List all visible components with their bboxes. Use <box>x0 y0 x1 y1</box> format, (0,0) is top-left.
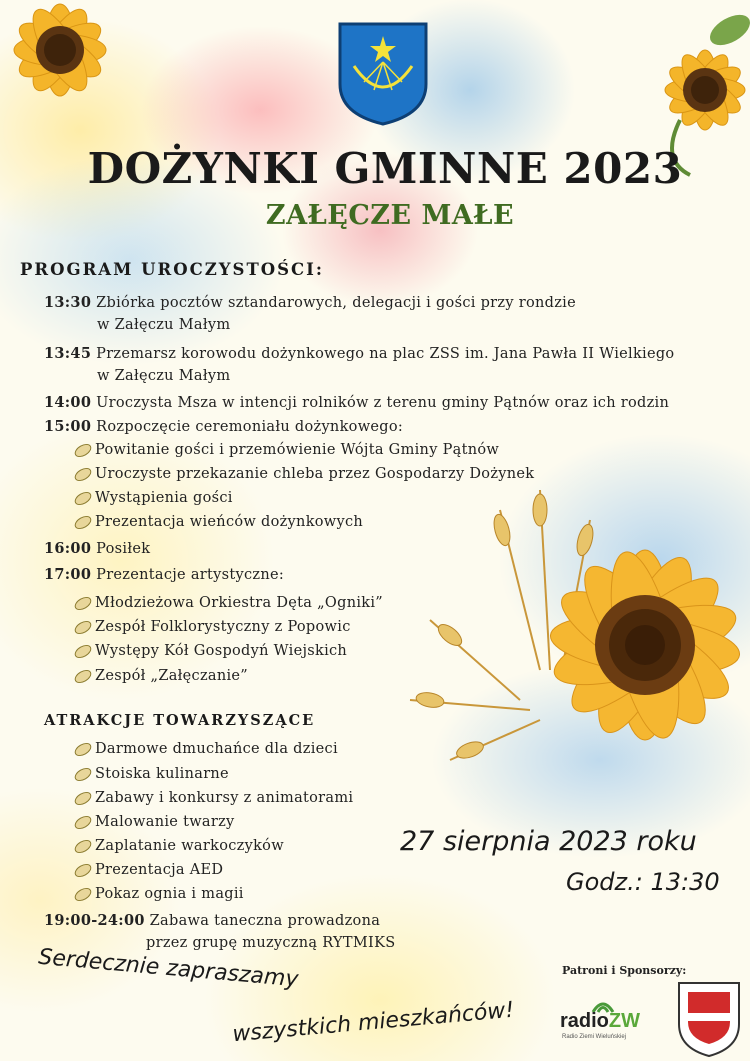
wheat-grain-icon <box>72 441 93 460</box>
program-item <box>44 418 403 435</box>
wheat-grain-icon <box>72 885 93 904</box>
wheat-grain-icon <box>72 594 93 613</box>
program-text: Rozpoczęcie ceremoniału dożynkowego: <box>96 419 404 435</box>
attraction-text: Pokaz ognia i magii <box>95 886 244 902</box>
dance-text-cont: przez grupę muzyczną RYTMIKS <box>146 935 396 951</box>
ceremony-item <box>74 514 363 530</box>
program-heading: PROGRAM UROCZYSTOŚCI: <box>20 260 324 279</box>
artistic-item <box>74 619 351 635</box>
wheat-grain-icon <box>72 837 93 856</box>
wheat-grain-icon <box>72 513 93 532</box>
dance-text: Zabawa taneczna prowadzona <box>149 913 381 929</box>
wheat-grain-icon <box>72 813 93 832</box>
program-time: 16:00 <box>44 540 92 557</box>
event-hour: Godz.: 13:30 <box>566 868 720 896</box>
radio-name: radio <box>560 1010 609 1032</box>
wheat-grain-icon <box>72 465 93 484</box>
program-time: 15:00 <box>44 418 92 435</box>
attraction-item <box>74 790 353 806</box>
program-item <box>44 294 576 333</box>
artistic-item <box>74 668 248 684</box>
attraction-text: Prezentacja AED <box>95 862 224 878</box>
program-item <box>44 394 669 411</box>
program-text: Przemarsz korowodu dożynkowego na plac ZSS im. Jana Pawła II Wielkiego <box>96 346 675 362</box>
attraction-item <box>74 862 223 878</box>
attraction-text: Zabawy i konkursy z animatorami <box>95 790 354 806</box>
program-text: Zbiórka pocztów sztandarowych, delegacji i gości przy rondzie <box>96 295 576 311</box>
wheat-grain-icon <box>72 765 93 784</box>
invite-line-1: Serdecznie zapraszamy <box>37 944 300 993</box>
wheat-grain-icon <box>72 740 93 759</box>
program-text-cont: w Załęczu Małym <box>97 317 231 333</box>
program-time: 13:30 <box>44 294 92 311</box>
wheat-grain-icon <box>72 642 93 661</box>
attractions-heading: ATRAKCJE TOWARZYSZĄCE <box>44 712 316 729</box>
attraction-text: Stoiska kulinarne <box>95 766 229 782</box>
page-subtitle: ZAŁĘCZE MAŁE <box>265 200 515 231</box>
wheat-grain-icon <box>72 489 93 508</box>
program-text: Prezentacje artystyczne: <box>96 567 285 583</box>
artistic-text: Zespół Folklorystyczny z Popowic <box>95 619 351 635</box>
sponsors-heading: Patroni i Sponsorzy: <box>562 964 687 977</box>
program-item <box>44 540 150 557</box>
event-date: 27 sierpnia 2023 roku <box>400 826 697 857</box>
radio-zw-logo <box>560 994 660 1044</box>
radio-tag: ZW <box>608 1010 640 1032</box>
ceremony-item <box>74 466 534 482</box>
wheat-grain-icon <box>72 789 93 808</box>
ceremony-item <box>74 442 499 458</box>
program-time: 17:00 <box>44 566 92 583</box>
wheat-grain-icon <box>72 618 93 637</box>
program-time: 13:45 <box>44 345 92 362</box>
attraction-item <box>74 886 244 902</box>
attraction-item <box>74 814 235 830</box>
artistic-text: Występy Kół Gospodyń Wiejskich <box>95 643 348 659</box>
attraction-text: Darmowe dmuchańce dla dzieci <box>95 741 338 757</box>
ceremony-item <box>74 490 233 506</box>
program-text: Uroczysta Msza w intencji rolników z terenu gminy Pątnów oraz ich rodzin <box>96 395 670 411</box>
radio-subtitle: Radio Ziemi Wieluńskiej <box>562 1034 627 1040</box>
program-time: 14:00 <box>44 394 92 411</box>
program-item <box>44 345 674 384</box>
attraction-item <box>74 741 338 757</box>
gmina-crest-icon <box>334 18 432 128</box>
artistic-item <box>74 643 347 659</box>
sponsor-crest-icon <box>676 980 742 1058</box>
page-title: DOŻYNKI GMINNE 2023 <box>87 144 683 193</box>
dance-item <box>44 912 395 951</box>
wheat-grain-icon <box>72 667 93 686</box>
sunflower-wheat-icon <box>390 470 750 810</box>
attraction-text: Zaplatanie warkoczyków <box>95 838 284 854</box>
program-text: Posiłek <box>96 541 151 557</box>
dance-time: 19:00-24:00 <box>44 912 145 929</box>
artistic-item <box>74 595 383 611</box>
attraction-item <box>74 838 284 854</box>
artistic-text: Zespół „Załęczanie” <box>95 668 249 684</box>
program-item <box>44 566 284 583</box>
program-text-cont: w Załęczu Małym <box>97 368 231 384</box>
ceremony-text: Uroczyste przekazanie chleba przez Gospodarzy Dożynek <box>95 466 535 482</box>
ceremony-text: Wystąpienia gości <box>95 490 233 506</box>
invite-line-2: wszystkich mieszkańców! <box>231 997 516 1048</box>
attraction-item <box>74 766 229 782</box>
artistic-text: Młodzieżowa Orkiestra Dęta „Ogniki” <box>95 595 384 611</box>
ceremony-text: Prezentacja wieńców dożynkowych <box>95 514 364 530</box>
attraction-text: Malowanie twarzy <box>95 814 235 830</box>
ceremony-text: Powitanie gości i przemówienie Wójta Gminy Pątnów <box>95 442 500 458</box>
wheat-grain-icon <box>72 861 93 880</box>
